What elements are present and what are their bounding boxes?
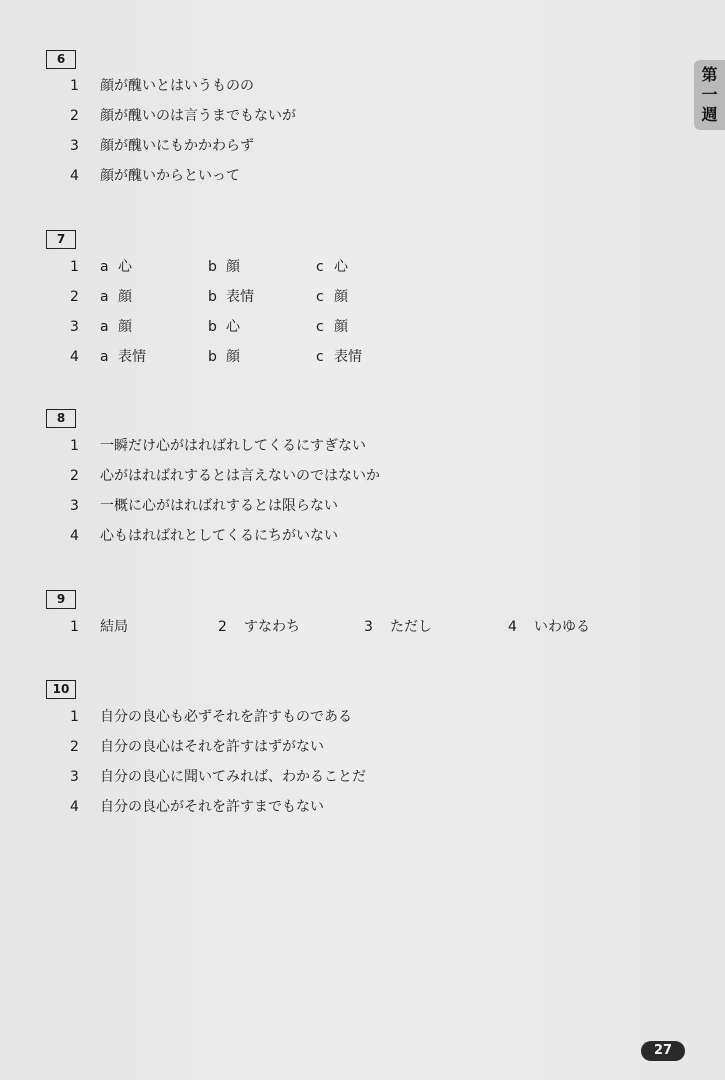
label-a: a	[100, 349, 109, 365]
option-text: 一瞬だけ心がはればれしてくるにすぎない	[100, 438, 366, 454]
option-number: 3	[70, 319, 79, 335]
option-number: 4	[508, 619, 517, 635]
page-number: 27	[641, 1041, 685, 1061]
question-number: 7	[46, 230, 76, 249]
option-number: 3	[364, 619, 373, 635]
question-number: 10	[46, 680, 76, 699]
option-number: 2	[70, 739, 79, 755]
label-b: b	[208, 289, 217, 305]
option-number: 2	[70, 108, 79, 124]
option-text: 顔が醜いからといって	[100, 168, 240, 184]
label-b: b	[208, 319, 217, 335]
question-number: 6	[46, 50, 76, 69]
value-b: 心	[226, 319, 240, 335]
option-number: 1	[70, 78, 79, 94]
option-number: 1	[70, 259, 79, 275]
option-text: いわゆる	[534, 619, 590, 635]
option-number: 1	[70, 709, 79, 725]
option-number: 3	[70, 769, 79, 785]
question-6	[46, 48, 296, 184]
week-tab-char: 第	[701, 65, 718, 84]
question-10	[46, 678, 366, 815]
value-c: 顔	[334, 319, 348, 335]
value-b: 表情	[226, 289, 254, 305]
option-text: 顔が醜いとはいうものの	[100, 78, 254, 94]
option-text: 顔が醜いにもかかわらず	[100, 138, 254, 154]
week-tab-char: 週	[701, 105, 718, 124]
question-7	[46, 228, 362, 365]
option-number: 3	[70, 498, 79, 514]
question-9	[46, 588, 590, 635]
option-number: 4	[70, 799, 79, 815]
option-text: 自分の良心に聞いてみれば、わかることだ	[100, 769, 366, 785]
option-text: 自分の良心はそれを許すはずがない	[100, 739, 324, 755]
option-row	[46, 615, 646, 639]
label-a: a	[100, 319, 109, 335]
value-c: 表情	[334, 349, 362, 365]
value-a: 顔	[118, 289, 132, 305]
question-number: 9	[46, 590, 76, 609]
value-c: 顔	[334, 289, 348, 305]
week-tab	[694, 60, 725, 130]
option-number: 4	[70, 349, 79, 365]
label-c: c	[316, 319, 324, 335]
value-b: 顔	[226, 349, 240, 365]
value-b: 顔	[226, 259, 240, 275]
label-b: b	[208, 349, 217, 365]
option-number: 3	[70, 138, 79, 154]
option-number: 2	[70, 468, 79, 484]
option-text: 自分の良心がそれを許すまでもない	[100, 799, 324, 815]
label-c: c	[316, 289, 324, 305]
option-number: 4	[70, 528, 79, 544]
option-text: 自分の良心も必ずそれを許すものである	[100, 709, 352, 725]
option-text: 結局	[100, 619, 128, 635]
option-text: 顔が醜いのは言うまでもないが	[100, 108, 296, 124]
option-number: 4	[70, 168, 79, 184]
value-a: 心	[118, 259, 132, 275]
label-a: a	[100, 289, 109, 305]
value-a: 表情	[118, 349, 146, 365]
option-text: 心がはればれするとは言えないのではないか	[100, 468, 380, 484]
label-b: b	[208, 259, 217, 275]
option-text: すなわち	[244, 619, 300, 635]
question-number: 8	[46, 409, 76, 428]
option-text: 心もはればれとしてくるにちがいない	[100, 528, 338, 544]
label-c: c	[316, 259, 324, 275]
week-tab-char: 一	[701, 85, 718, 104]
value-c: 心	[334, 259, 348, 275]
value-a: 顔	[118, 319, 132, 335]
option-text: 一概に心がはればれするとは限らない	[100, 498, 338, 514]
option-number: 1	[70, 619, 79, 635]
option-number: 2	[70, 289, 79, 305]
label-a: a	[100, 259, 109, 275]
option-text: ただし	[390, 619, 432, 635]
label-c: c	[316, 349, 324, 365]
option-number: 2	[218, 619, 227, 635]
question-8	[46, 407, 380, 544]
option-number: 1	[70, 438, 79, 454]
